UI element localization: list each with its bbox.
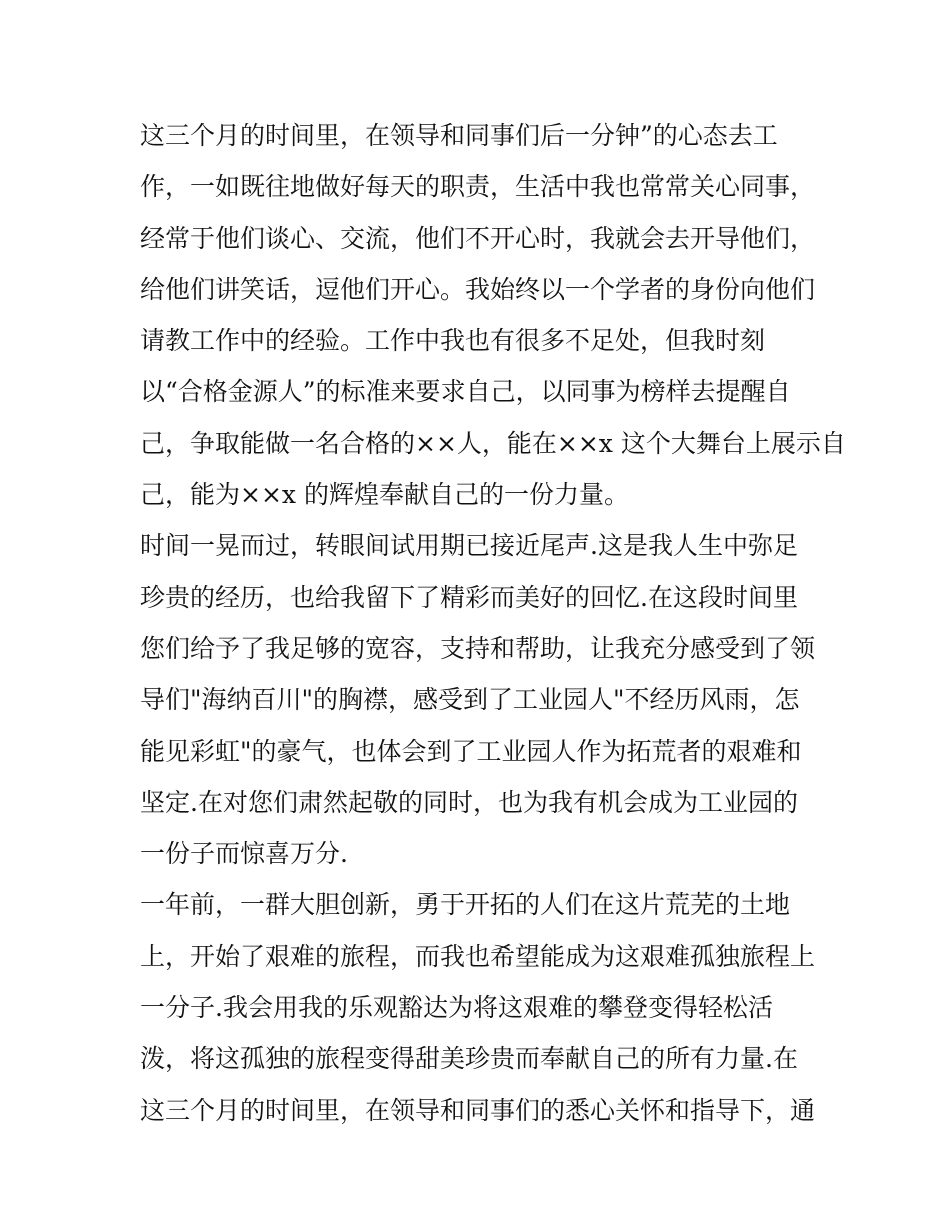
text-line: 请教工作中的经验。工作中我也有很多不足处，但我时刻 [140, 326, 766, 356]
text-line: 这三个月的时间里，在领导和同事们后一分钟”的心态去工 [140, 121, 778, 150]
text-line: 一份子而惊喜万分. [140, 839, 348, 869]
text-line: 珍贵的经历，也给我留下了精彩而美好的回忆.在这段时间里 [140, 582, 798, 612]
text-line: 这三个月的时间里，在领导和同事们的悉心关怀和指导下，通 [140, 1095, 816, 1125]
text-line: 导们"海纳百川"的胸襟，感受到了工业园人"不经历风雨，怎 [140, 685, 800, 715]
text-line: 经常于他们谈心、交流，他们不开心时，我就会去开导他们， [140, 223, 816, 253]
text-line: 给他们讲笑话，逗他们开心。我始终以一个学者的身份向他们 [140, 274, 816, 304]
text-line: 己，争取能做一名合格的××人，能在××x 这个大舞台上展示自 [140, 428, 846, 458]
text-line: 己，能为××x 的辉煌奉献自己的一份力量。 [140, 480, 629, 510]
text-line: 以“合格金源人”的标准来要求自己，以同事为榜样去提醒自 [140, 377, 791, 407]
text-line: 您们给予了我足够的宽容，支持和帮助，让我充分感受到了领 [140, 633, 816, 663]
text-line: 一分子.我会用我的乐观豁达为将这艰难的攀登变得轻松活 [140, 993, 773, 1023]
text-line: 一年前，一群大胆创新，勇于开拓的人们在这片荒芜的土地 [140, 890, 791, 920]
text-line: 时间一晃而过，转眼间试用期已接近尾声.这是我人生中弥足 [140, 531, 798, 561]
document-body [140, 110, 846, 1136]
text-line: 上，开始了艰难的旅程，而我也希望能成为这艰难孤独旅程上 [140, 941, 816, 971]
text-line: 能见彩虹"的豪气，也体会到了工业园人作为拓荒者的艰难和 [140, 736, 802, 766]
text-line: 作，一如既往地做好每天的职责，生活中我也常常关心同事， [140, 172, 816, 202]
text-line: 坚定.在对您们肃然起敬的同时，也为我有机会成为工业园的 [140, 787, 798, 817]
text-line: 泼，将这孤独的旅程变得甜美珍贵而奉献自己的所有力量.在 [140, 1044, 798, 1074]
